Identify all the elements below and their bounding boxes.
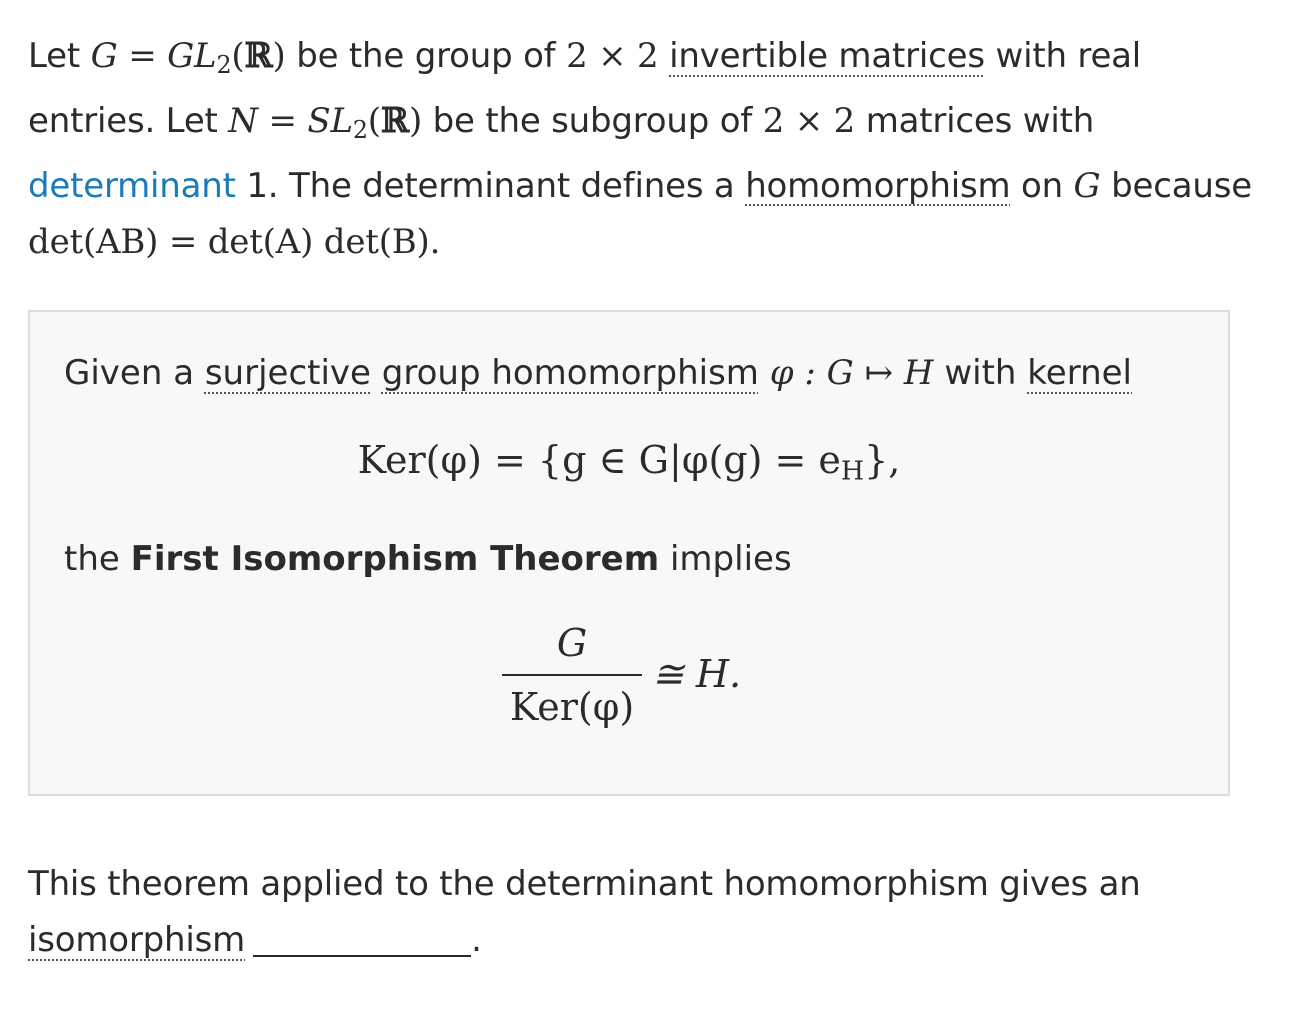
glossary-invertible-matrices[interactable]: invertible matrices	[669, 36, 985, 76]
text: Given a	[64, 353, 195, 393]
theorem-line-2	[64, 534, 792, 584]
math-sub: 2	[216, 50, 232, 79]
text: be the subgroup of	[432, 100, 753, 141]
text: Let	[28, 36, 80, 76]
math-times: ×	[794, 100, 824, 141]
math-two: 2	[566, 36, 588, 76]
determinant-link[interactable]: determinant	[28, 165, 236, 206]
math-two: 2	[637, 36, 659, 76]
math-SL2R: $SL_2(ℝ)$	[307, 100, 423, 144]
theorem-name: First Isomorphism Theorem	[130, 539, 660, 579]
question-line-2	[28, 912, 1268, 968]
math-det-formula: det(AB) = det(A) det(B).	[28, 221, 441, 262]
text: entries. Let	[28, 100, 218, 141]
theorem-box	[28, 310, 1230, 796]
text: the	[64, 539, 120, 579]
isomorphic-to-H	[652, 652, 741, 696]
math-eq: =	[268, 100, 297, 141]
fraction-numerator: G	[556, 621, 588, 665]
glossary-kernel[interactable]: kernel	[1027, 353, 1132, 393]
text: on	[1020, 165, 1063, 206]
math-two: 2	[762, 100, 785, 141]
fraction-denominator: Ker(φ)	[509, 685, 635, 729]
math-R: ℝ	[380, 100, 409, 141]
text: matrices with	[865, 100, 1095, 141]
text: because	[1111, 165, 1252, 206]
text: This theorem applied to the determinant homomorphism gives an	[28, 864, 1141, 904]
answer-blank[interactable]	[253, 925, 471, 957]
intro-line-3	[28, 158, 1268, 214]
intro-line-4	[28, 214, 1268, 270]
math-GL: GL	[167, 36, 217, 76]
theorem-line-1	[64, 348, 1132, 398]
math-R: ℝ	[244, 36, 273, 76]
text: be the group of	[296, 36, 556, 76]
math-sub: 2	[352, 115, 368, 144]
math-SL: SL	[307, 100, 353, 141]
math-times: ×	[598, 36, 627, 76]
math-kernel: Ker(φ) = {g ∈ G|φ(g) = e	[357, 438, 841, 482]
text: .	[471, 920, 482, 960]
glossary-isomorphism[interactable]: isomorphism	[28, 920, 246, 960]
math-N: N	[228, 100, 258, 141]
math-G: G	[90, 36, 118, 76]
question-paragraph	[28, 856, 1268, 968]
question-line-1	[28, 856, 1268, 912]
math-two: 2	[833, 100, 856, 141]
kernel-formula	[30, 438, 1228, 487]
glossary-surjective[interactable]: surjective	[204, 353, 371, 393]
intro-line-2	[28, 93, 1268, 158]
quotient-fraction	[502, 618, 642, 732]
fraction-bar	[502, 674, 642, 676]
math-iso: ≅ H.	[652, 652, 742, 696]
math-eq: =	[128, 36, 157, 76]
text: with	[944, 353, 1017, 393]
math-GL2R: $GL_2(ℝ)$	[167, 36, 286, 79]
math-map: φ : G ↦ H	[769, 353, 934, 393]
text: with real	[995, 36, 1142, 76]
math-G: G	[1073, 165, 1101, 206]
intro-line-1	[28, 28, 1268, 93]
glossary-group-homomorphism[interactable]: group homomorphism	[381, 353, 759, 393]
text: 1. The determinant defines a	[246, 165, 735, 206]
text: implies	[669, 539, 792, 579]
math-sub: H	[840, 455, 865, 487]
glossary-homomorphism[interactable]: homomorphism	[745, 165, 1011, 206]
intro-paragraph	[28, 28, 1268, 270]
math-kernel-end: },	[864, 438, 901, 482]
